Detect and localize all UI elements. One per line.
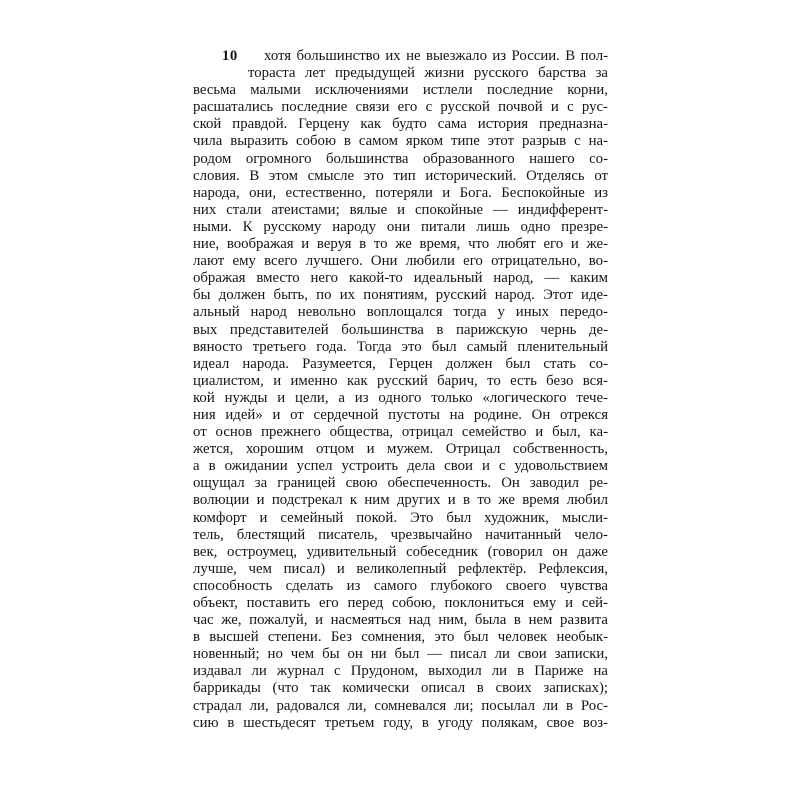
text-line: расшатались последние связи его с русской почвой и с рус- [193,99,608,116]
text-line: вяносто третьего года. Тогда это был самый пленительный [193,338,608,355]
text-line: волюции и подстрекал к ним других и в то же время любил [193,492,608,509]
text-line [193,48,608,65]
text-line: сию в шестьдесят третьем году, в угоду полякам, свое воз- [193,714,608,731]
text-line: а в ожидании успел устроить дела свои и с удовольствием [193,458,608,475]
text-line: новенный; но чем бы он ни был — писал ли свои записки, [193,646,608,663]
text-line: объект, поставить его перед собою, поклониться ему и сей- [193,595,608,611]
text-line: век, остроумец, удивительный собеседник (говорил он даже [193,543,608,560]
text-line: тораста лет предыдущей жизни русского барства за [248,65,608,82]
text-line: альный народ невольно воплощался тогда у иных передо- [193,304,608,321]
text-line: издавал ли журнал с Прудоном, выходил ли в Париже на [193,663,608,680]
text-line: циалистом, и именно как русский барич, то есть безо вся- [193,372,608,389]
text-line: вых представителей большинства в парижскую чернь де- [193,321,608,338]
text-line: в высшей степени. Без сомнения, это был человек необык- [193,629,608,646]
text-line: от основ прежнего общества, отрицал семейство и был, ка- [193,424,608,441]
text-line: тель, блестящий писатель, чрезвычайно начитанный чело- [193,526,608,543]
text-line: них стали атеистами; вялые и спокойные — индифферент- [193,201,608,218]
text-line: ображая вместо него какой-то идеальный народ, — каким [193,270,608,287]
text-line: час же, пожалуй, и насмеяться над ним, была в нем развита [193,612,608,629]
text-line: лучше, чем писал) и великолепный рефлектёр. Рефлексия, [193,560,608,577]
text-line: комфорт и семейный покой. Это был художник, мысли- [193,509,608,526]
page-text-block [193,48,608,732]
text-line: народа, они, естественно, потеряли и Бога. Беспокойные из [193,184,608,201]
text-line: лают ему всего лучшего. Они любили его отрицательно, во- [193,253,608,270]
text-line: бы должен быть, по их понятиям, русский народ. Этот иде- [193,287,608,304]
text-line: страдал ли, радовался ли, сомневался ли; посылал ли в Рос- [193,697,608,714]
text-line: кой нужды и цели, а из одного только «логического тече- [193,389,608,406]
text-line-content: хотя большинство их не выезжало из России. В пол- [264,48,608,64]
page-number: 10 [222,48,238,64]
text-line: чила выразить собою в самом ярком типе этот разрыв с на- [193,133,608,150]
text-line: ния идей» и от сердечной пустоты на родине. Он отрекся [193,406,608,423]
text-line: баррикады (что так комически описал в своих записках); [193,680,608,697]
text-line: родом огромного большинства образованного нашего со- [193,150,608,167]
text-line: ными. К русскому народу они питали лишь одно презре- [193,218,608,235]
text-line: ние, воображая и веруя в то же время, что любят его и же- [193,236,608,253]
text-line: весьма малыми исключениями истлели последние корни, [193,82,608,99]
text-line: словия. В этом смысле это тип исторический. Отделясь от [193,167,608,184]
text-line: жется, хорошим отцом и мужем. Отрицал собственность, [193,441,608,458]
text-line: идеал народа. Разумеется, Герцен должен был стать со- [193,355,608,372]
text-line: ощущал за границей свою обеспеченность. Он заводил ре- [193,475,608,492]
text-line: способность сделать из самого глубокого своего чувства [193,577,608,594]
text-line: ской правдой. Герцену как будто сама история предназна- [193,116,608,133]
